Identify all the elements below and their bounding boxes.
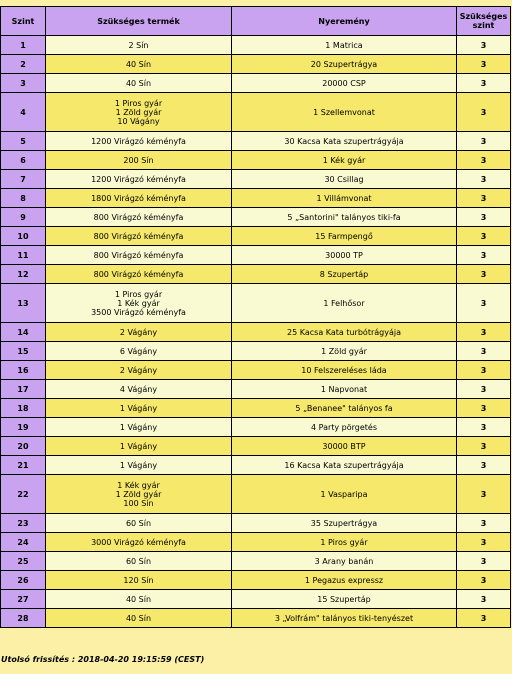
required-level-cell: 3 [457, 55, 511, 74]
required-product-cell [46, 609, 232, 628]
required-level-cell: 3 [457, 208, 511, 227]
table-row [1, 36, 511, 55]
required-product-line: 1 Kék gyár [117, 480, 160, 490]
level-cell: 4 [1, 93, 46, 132]
required-level-cell: 3 [457, 227, 511, 246]
required-level-cell: 3 [457, 418, 511, 437]
required-product-line: 1 Vágány [119, 422, 158, 432]
required-product-line: 60 Sín [125, 556, 152, 566]
required-product-cell [46, 475, 232, 514]
level-cell: 16 [1, 361, 46, 380]
required-product-cell [46, 208, 232, 227]
level-cell: 12 [1, 265, 46, 284]
level-cell: 11 [1, 246, 46, 265]
required-level-cell: 3 [457, 170, 511, 189]
reward-cell: 20000 CSP [232, 74, 457, 93]
reward-cell: 30 Csillag [232, 170, 457, 189]
required-product-cell [46, 399, 232, 418]
table-row [1, 380, 511, 399]
required-level-cell: 3 [457, 132, 511, 151]
reward-cell: 35 Szupertrágya [232, 514, 457, 533]
required-level-cell: 3 [457, 533, 511, 552]
required-product-line: 800 Virágzó kéményfa [93, 250, 184, 260]
table-row [1, 151, 511, 170]
level-cell: 13 [1, 284, 46, 323]
required-product-line: 40 Sín [125, 613, 152, 623]
required-product-line: 2 Vágány [119, 327, 158, 337]
reward-cell: 1 Kék gyár [232, 151, 457, 170]
reward-cell: 1 Matrica [232, 36, 457, 55]
reward-cell: 1 Piros gyár [232, 533, 457, 552]
required-product-line: 800 Virágzó kéményfa [93, 269, 184, 279]
level-cell: 1 [1, 36, 46, 55]
required-product-cell [46, 456, 232, 475]
required-level-cell: 3 [457, 475, 511, 514]
table-row [1, 265, 511, 284]
reward-cell: 30000 BTP [232, 437, 457, 456]
reward-cell: 5 „Santorini" talányos tiki-fa [232, 208, 457, 227]
level-cell: 7 [1, 170, 46, 189]
required-product-line: 1 Zöld gyár [115, 107, 162, 117]
table-row [1, 514, 511, 533]
required-product-line: 800 Virágzó kéményfa [93, 231, 184, 241]
required-product-cell [46, 132, 232, 151]
reward-cell: 1 Pegazus expressz [232, 571, 457, 590]
level-cell: 21 [1, 456, 46, 475]
rewards-table [0, 6, 511, 628]
level-cell: 15 [1, 342, 46, 361]
required-product-line: 1200 Virágzó kéményfa [91, 174, 186, 184]
required-product-line: 1 Zöld gyár [115, 489, 162, 499]
header-level: Szint [1, 7, 46, 36]
reward-cell: 30 Kacsa Kata szupertrágyája [232, 132, 457, 151]
table-row [1, 437, 511, 456]
required-level-cell: 3 [457, 36, 511, 55]
required-product-line: 40 Sín [125, 594, 152, 604]
required-level-cell: 3 [457, 552, 511, 571]
last-updated: Utolsó frissítés : 2018-04-20 19:15:59 (CEST) [1, 655, 205, 664]
reward-cell: 1 Felhősor [232, 284, 457, 323]
required-product-line: 1 Vágány [119, 403, 158, 413]
table-row [1, 533, 511, 552]
required-product-line: 4 Vágány [119, 384, 158, 394]
level-cell: 19 [1, 418, 46, 437]
header-required-product: Szükséges termék [46, 7, 232, 36]
reward-cell: 30000 TP [232, 246, 457, 265]
table-row [1, 323, 511, 342]
level-cell: 9 [1, 208, 46, 227]
reward-cell: 4 Party pörgetés [232, 418, 457, 437]
table-row [1, 456, 511, 475]
header-reward: Nyeremény [232, 7, 457, 36]
required-product-line: 1800 Virágzó kéményfa [91, 193, 186, 203]
required-product-cell [46, 571, 232, 590]
table-header-row [1, 7, 511, 36]
required-product-cell [46, 74, 232, 93]
required-product-cell [46, 265, 232, 284]
required-product-line: 10 Vágány [117, 116, 160, 126]
table-body [1, 36, 511, 628]
required-product-cell [46, 323, 232, 342]
table-row [1, 552, 511, 571]
reward-cell: 16 Kacsa Kata szupertrágyája [232, 456, 457, 475]
required-level-cell: 3 [457, 456, 511, 475]
required-level-cell: 3 [457, 361, 511, 380]
header-required-level: Szükséges szint [457, 7, 511, 36]
required-product-cell [46, 284, 232, 323]
table-row [1, 418, 511, 437]
table-row [1, 208, 511, 227]
table-row [1, 93, 511, 132]
required-product-cell [46, 151, 232, 170]
table-row [1, 246, 511, 265]
reward-cell: 20 Szupertrágya [232, 55, 457, 74]
required-level-cell: 3 [457, 93, 511, 132]
level-cell: 24 [1, 533, 46, 552]
table-row [1, 475, 511, 514]
required-level-cell: 3 [457, 323, 511, 342]
required-product-cell [46, 189, 232, 208]
required-level-cell: 3 [457, 246, 511, 265]
required-product-line: 3000 Virágzó kéményfa [91, 537, 186, 547]
table-row [1, 227, 511, 246]
required-product-line: 3500 Virágzó kéményfa [91, 307, 186, 317]
reward-cell: 3 Arany banán [232, 552, 457, 571]
table-row [1, 55, 511, 74]
level-cell: 28 [1, 609, 46, 628]
reward-cell: 1 Napvonat [232, 380, 457, 399]
required-product-line: 1 Kék gyár [117, 298, 160, 308]
required-product-cell [46, 170, 232, 189]
reward-cell: 1 Szellemvonat [232, 93, 457, 132]
reward-cell: 3 „Volfrám" talányos tiki-tenyészet [232, 609, 457, 628]
level-cell: 26 [1, 571, 46, 590]
required-level-cell: 3 [457, 380, 511, 399]
level-cell: 3 [1, 74, 46, 93]
reward-cell: 15 Szupertáp [232, 590, 457, 609]
level-cell: 5 [1, 132, 46, 151]
required-product-line: 40 Sín [125, 78, 152, 88]
required-product-line: 1 Piros gyár [114, 289, 163, 299]
table-row [1, 74, 511, 93]
reward-cell: 10 Felszereléses láda [232, 361, 457, 380]
level-cell: 2 [1, 55, 46, 74]
required-product-cell [46, 93, 232, 132]
reward-cell: 8 Szupertáp [232, 265, 457, 284]
reward-cell: 1 Villámvonat [232, 189, 457, 208]
level-cell: 27 [1, 590, 46, 609]
required-product-cell [46, 437, 232, 456]
required-level-cell: 3 [457, 284, 511, 323]
table-row [1, 132, 511, 151]
level-cell: 20 [1, 437, 46, 456]
required-product-cell [46, 590, 232, 609]
required-product-cell [46, 380, 232, 399]
required-product-line: 1200 Virágzó kéményfa [91, 136, 186, 146]
required-level-cell: 3 [457, 189, 511, 208]
level-cell: 14 [1, 323, 46, 342]
required-level-cell: 3 [457, 590, 511, 609]
required-product-line: 100 Sín [123, 498, 154, 508]
reward-cell: 15 Farmpengő [232, 227, 457, 246]
required-product-cell [46, 342, 232, 361]
required-product-cell [46, 533, 232, 552]
required-level-cell: 3 [457, 571, 511, 590]
reward-cell: 25 Kacsa Kata turbótrágyája [232, 323, 457, 342]
table-row [1, 609, 511, 628]
required-product-line: 6 Vágány [119, 346, 158, 356]
table-row [1, 590, 511, 609]
table-row [1, 361, 511, 380]
required-level-cell: 3 [457, 342, 511, 361]
required-product-line: 800 Virágzó kéményfa [93, 212, 184, 222]
reward-cell: 1 Vasparipa [232, 475, 457, 514]
required-level-cell: 3 [457, 514, 511, 533]
level-cell: 25 [1, 552, 46, 571]
level-cell: 8 [1, 189, 46, 208]
required-product-cell [46, 246, 232, 265]
level-cell: 23 [1, 514, 46, 533]
level-cell: 10 [1, 227, 46, 246]
table-row [1, 170, 511, 189]
required-product-line: 40 Sín [125, 59, 152, 69]
required-product-line: 60 Sín [125, 518, 152, 528]
required-level-cell: 3 [457, 609, 511, 628]
required-product-line: 1 Vágány [119, 441, 158, 451]
required-product-line: 120 Sín [123, 575, 154, 585]
required-level-cell: 3 [457, 151, 511, 170]
table-row [1, 399, 511, 418]
level-cell: 17 [1, 380, 46, 399]
level-cell: 18 [1, 399, 46, 418]
level-cell: 6 [1, 151, 46, 170]
required-product-line: 2 Sín [128, 40, 149, 50]
required-product-cell [46, 418, 232, 437]
required-product-cell [46, 36, 232, 55]
required-level-cell: 3 [457, 265, 511, 284]
level-cell: 22 [1, 475, 46, 514]
required-level-cell: 3 [457, 399, 511, 418]
table-row [1, 342, 511, 361]
required-product-line: 1 Piros gyár [114, 98, 163, 108]
required-product-cell [46, 361, 232, 380]
table-row [1, 189, 511, 208]
required-product-cell [46, 55, 232, 74]
required-product-line: 2 Vágány [119, 365, 158, 375]
table-row [1, 571, 511, 590]
required-product-line: 200 Sín [123, 155, 154, 165]
required-product-cell [46, 514, 232, 533]
required-level-cell: 3 [457, 437, 511, 456]
reward-cell: 5 „Benanee" talányos fa [232, 399, 457, 418]
required-product-line: 1 Vágány [119, 460, 158, 470]
reward-cell: 1 Zöld gyár [232, 342, 457, 361]
required-product-cell [46, 552, 232, 571]
required-level-cell: 3 [457, 74, 511, 93]
table-row [1, 284, 511, 323]
required-product-cell [46, 227, 232, 246]
